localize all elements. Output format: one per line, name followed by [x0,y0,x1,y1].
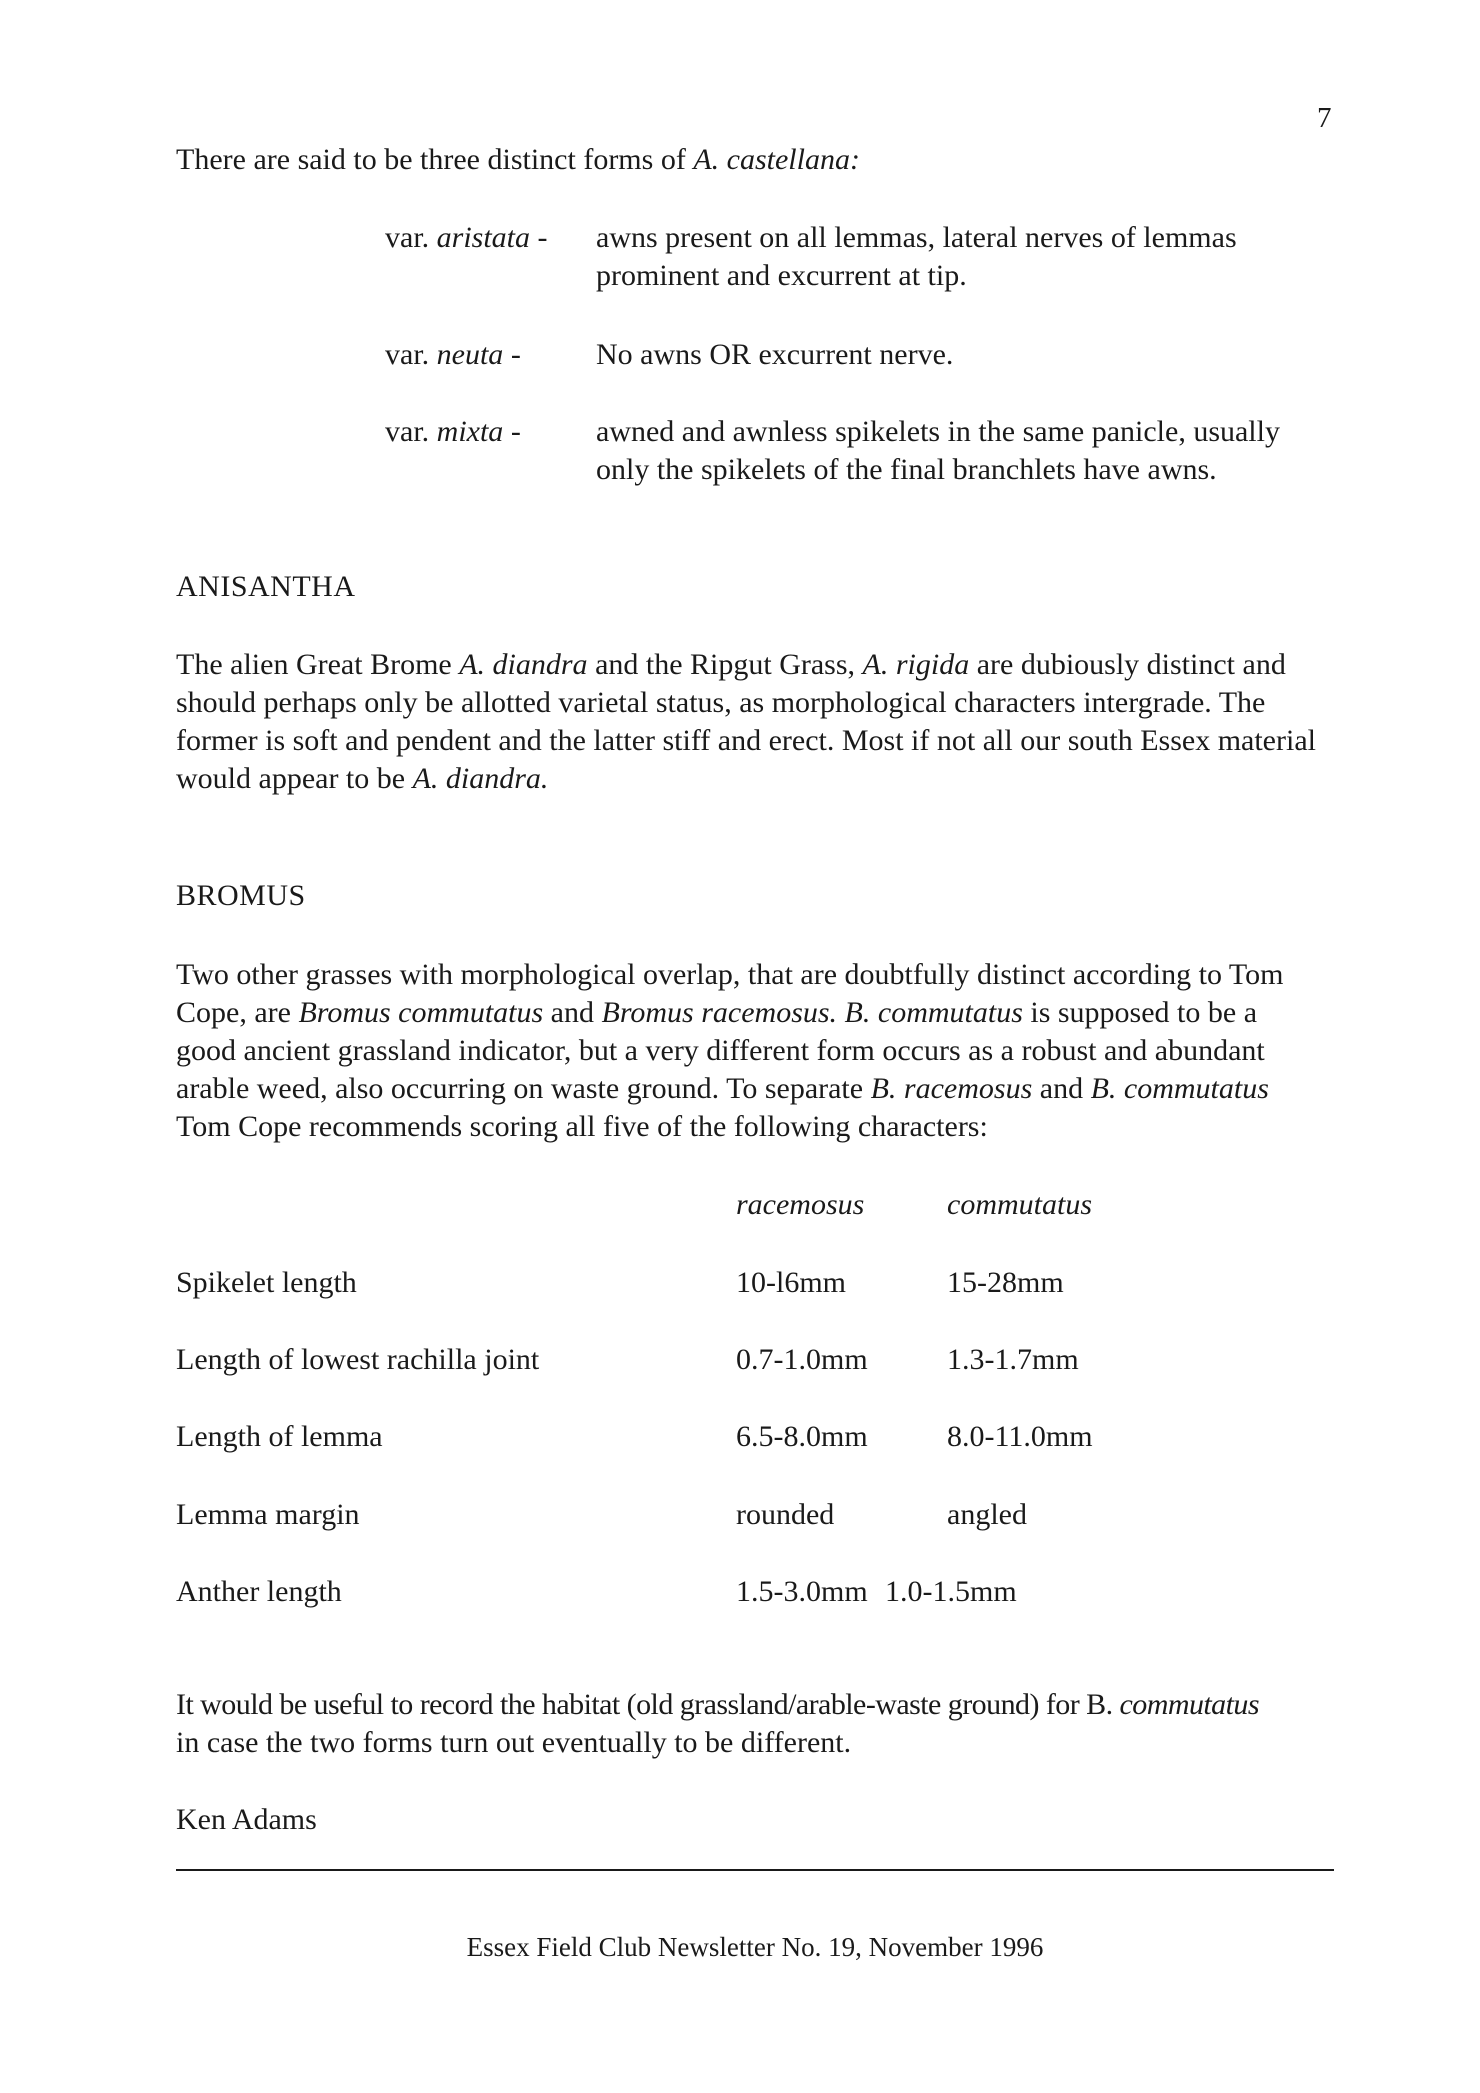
paragraph-line [176,956,1339,994]
table-row-label: Lemma margin [176,1498,360,1531]
table-row-label: Length of lemma [176,1420,383,1453]
species-name: Bromus racemosus. B. commutatus [601,996,1023,1029]
text-run: and the Ripgut Grass, [587,648,863,681]
bromus-paragraph [176,956,1339,1146]
species-name: A. rigida [862,648,970,681]
variety-description-aristata [596,219,1356,295]
paragraph-line [176,994,1339,1032]
text-run: Two other grasses with morphological overlap, that are doubtfully distinct according to Tom [176,958,1284,991]
text-run: is supposed to be a [1022,996,1258,1029]
variety-description-neuta [596,336,1356,374]
text-run: The alien Great Brome [176,648,460,681]
footer-divider [176,1869,1334,1871]
table-cell-commutatus: 15-28mm [947,1266,1064,1299]
species-name: A. diandra. [412,762,549,795]
paragraph-line [176,684,1339,722]
closing-line-2: in case the two forms turn out eventually to be different. [176,1726,852,1759]
species-name: Bromus commutatus [298,996,544,1029]
table-header-commutatus: commutatus [947,1188,1092,1221]
text-run: are dubiously distinct and [969,648,1286,681]
text-run: and [1032,1072,1091,1105]
table-cell-commutatus: angled [947,1498,1027,1531]
text-run: Cope, are [176,996,299,1029]
intro-species: A. castellana: [693,143,860,176]
section-heading-anisantha: ANISANTHA [176,570,356,603]
variety-dash: - [503,338,521,371]
table-cell-racemosus: 6.5-8.0mm [736,1420,868,1453]
variety-description-line: prominent and excurrent at tip. [596,259,967,292]
intro-text: There are said to be three distinct forms of [176,143,694,176]
table-cell-racemosus: rounded [736,1498,835,1531]
text-run: Tom Cope recommends scoring all five of the following characters: [176,1110,988,1143]
closing-line-1 [176,1686,1259,1724]
variety-epithet: neuta [436,338,504,371]
author-signature: Ken Adams [176,1803,317,1836]
variety-name-neuta [385,336,521,374]
paragraph-line [176,722,1339,760]
variety-description-line: only the spikelets of the final branchlets have awns. [596,453,1217,486]
variety-prefix: var. [385,415,437,448]
variety-prefix: var. [385,338,437,371]
paragraph-line [176,646,1339,684]
paragraph-line [176,1108,1339,1146]
variety-name-mixta [385,413,521,451]
variety-epithet: aristata [436,221,531,254]
variety-description-line: awns present on all lemmas, lateral nerves of lemmas [596,221,1237,254]
text-run: should perhaps only be allotted varietal status, as morphological characters intergrade. The [176,686,1266,719]
variety-epithet: mixta [436,415,504,448]
species-name: commutatus [1119,1688,1259,1721]
table-header-racemosus: racemosus [736,1188,865,1221]
variety-dash: - [530,221,548,254]
text-run: It would be useful to record the habitat (old grassland/arable-waste ground) for B. [176,1688,1120,1721]
variety-name-aristata [385,219,548,257]
variety-description-line: awned and awnless spikelets in the same panicle, usually [596,415,1280,448]
footer-citation: Essex Field Club Newsletter No. 19, November 1996 [466,1932,1044,1962]
variety-dash: - [503,415,521,448]
species-name: A. diandra [459,648,588,681]
table-row-label: Spikelet length [176,1266,357,1299]
table-row-label: Anther length [176,1575,342,1608]
variety-description-mixta [596,413,1356,489]
text-run: and [543,996,602,1029]
section-heading-bromus: BROMUS [176,879,306,912]
anisantha-paragraph [176,646,1339,798]
variety-prefix: var. [385,221,437,254]
variety-description-line: No awns OR excurrent nerve. [596,338,954,371]
table-row-label: Length of lowest rachilla joint [176,1343,540,1376]
paragraph-line [176,1032,1339,1070]
table-cell-commutatus: 1.0-1.5mm [885,1575,1017,1608]
table-cell-racemosus: 0.7-1.0mm [736,1343,868,1376]
paragraph-line [176,760,1339,798]
text-run: would appear to be [176,762,413,795]
paragraph-line [176,1070,1339,1108]
table-cell-commutatus: 8.0-11.0mm [947,1420,1093,1453]
table-cell-racemosus: 10-l6mm [736,1266,846,1299]
page-number: 7 [1317,102,1332,134]
text-run: arable weed, also occurring on waste ground. To separate [176,1072,871,1105]
text-run: good ancient grassland indicator, but a very different form occurs as a robust and abundant [176,1034,1265,1067]
species-name: B. racemosus [870,1072,1033,1105]
table-cell-commutatus: 1.3-1.7mm [947,1343,1079,1376]
text-run: former is soft and pendent and the latter stiff and erect. Most if not all our south Essex material [176,724,1316,757]
species-name: B. commutatus [1090,1072,1269,1105]
table-cell-racemosus: 1.5-3.0mm [736,1575,868,1608]
intro-line [176,141,860,179]
